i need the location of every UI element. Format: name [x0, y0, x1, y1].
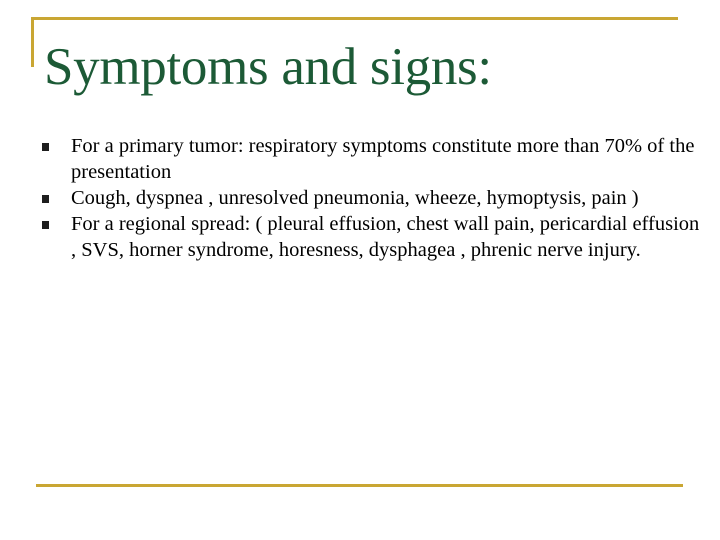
bullet-text: Cough, dyspnea , unresolved pneumonia, wheeze, hymoptysis, pain ) [71, 187, 639, 209]
square-bullet-icon [42, 221, 49, 229]
bullet-item-primary-tumor [42, 133, 702, 185]
square-bullet-icon [42, 143, 49, 151]
square-bullet-icon [42, 195, 49, 203]
slide-title: Symptoms and signs: [44, 38, 492, 96]
bullet-text: For a primary tumor: respiratory symptoms constitute more than 70% of the presentation [71, 135, 695, 183]
bullet-item-symptoms [42, 185, 702, 211]
bullet-list [42, 133, 702, 263]
frame-top-line [31, 17, 678, 20]
frame-bottom-line [36, 484, 683, 487]
frame-left-line [31, 17, 34, 67]
bullet-item-regional-spread [42, 211, 702, 263]
bullet-text: For a regional spread: ( pleural effusion, chest wall pain, pericardial effusion , SVS, horner syndrome, horesness, dysphagea , phrenic nerve injury. [71, 213, 700, 261]
